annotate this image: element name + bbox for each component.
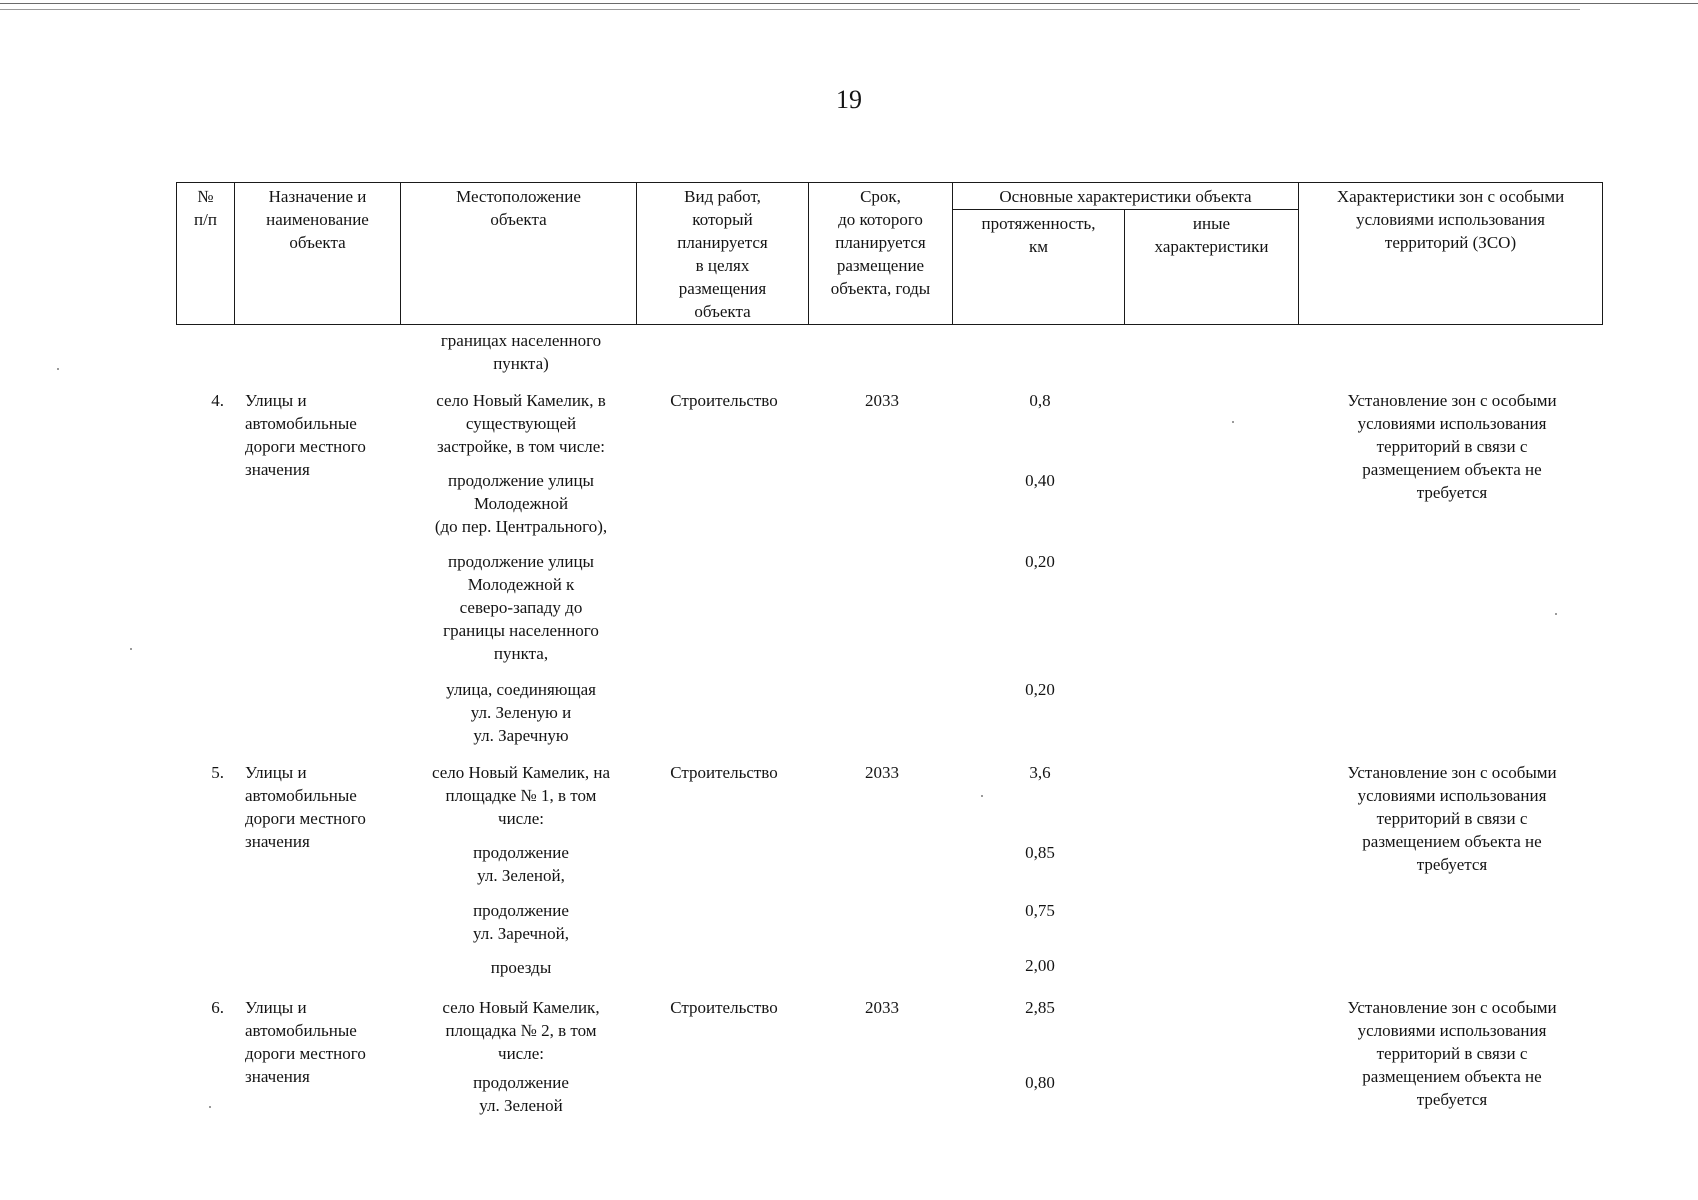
table-header [176,182,1603,325]
sub-length-km: 0,20 [1025,552,1055,571]
sub-location: улица, соединяющая ул. Зеленую и ул. Заречную [446,680,596,745]
sub-location: продолжение ул. Зеленой [473,1073,569,1115]
scan-edge-line [0,3,1698,4]
object-name: Улицы и автомобильные дороги местного значения [245,998,366,1086]
sub-length-km: 0,40 [1025,471,1055,490]
work-type: Строительство [670,998,778,1017]
header-num: № п/п [177,183,235,325]
header-other: иные характеристики [1125,210,1299,325]
term-year: 2033 [865,391,899,410]
header-main-characteristics: Основные характеристики объекта [953,183,1299,210]
term-year: 2033 [865,763,899,782]
sub-length-km: 0,75 [1025,901,1055,920]
zone-characteristics: Установление зон с особыми условиями использования территорий в связи с размещением объекта не требуется [1347,391,1557,502]
sub-location: продолжение улицы Молодежной (до пер. Центрального), [434,471,608,536]
header-length: протяженность, км [953,210,1125,325]
row-number: 5. [211,763,224,782]
row-number: 6. [211,998,224,1017]
header-location: Местоположение объекта [401,183,637,325]
length-km: 0,8 [1029,391,1051,410]
header-work: Вид работ, который планируется в целях размещения объекта [637,183,809,325]
sub-location: продолжение ул. Зеленой, [473,843,569,885]
sub-location: проезды [490,958,552,977]
object-location: село Новый Камелик, в существующей застройке, в том числе: [436,391,606,456]
sub-length-km: 0,85 [1025,843,1055,862]
header-name: Назначение и наименование объекта [235,183,401,325]
length-km: 3,6 [1029,763,1051,782]
work-type: Строительство [670,763,778,782]
sub-length-km: 2,00 [1025,956,1055,975]
scan-speck [209,1106,211,1108]
scan-edge-line [0,9,1580,10]
scan-speck [130,648,132,650]
length-km: 2,85 [1025,998,1055,1017]
header-zones: Характеристики зон с особыми условиями использования территорий (ЗСО) [1299,183,1603,325]
scan-speck [1232,421,1234,423]
page-number: 19 [836,85,862,114]
scan-speck [1555,613,1557,615]
sub-location: продолжение улицы Молодежной к северо-западу до границы населенного пункта, [443,552,599,663]
sub-location: продолжение ул. Заречной, [473,901,569,943]
zone-characteristics: Установление зон с особыми условиями использования территорий в связи с размещением объекта не требуется [1347,763,1557,874]
header-term: Срок, до которого планируется размещение объекта, годы [809,183,953,325]
sub-length-km: 0,80 [1025,1073,1055,1092]
scan-speck [57,368,59,370]
term-year: 2033 [865,998,899,1017]
sub-length-km: 0,20 [1025,680,1055,699]
row-number: 4. [211,391,224,410]
zone-characteristics: Установление зон с особыми условиями использования территорий в связи с размещением объекта не требуется [1347,998,1557,1109]
object-location: село Новый Камелик, площадка № 2, в том числе: [442,998,600,1063]
continuation-text: границах населенного пункта) [440,331,602,373]
object-name: Улицы и автомобильные дороги местного значения [245,391,366,479]
scan-speck [981,795,983,797]
object-location: село Новый Камелик, на площадке № 1, в том числе: [431,763,611,828]
object-name: Улицы и автомобильные дороги местного значения [245,763,366,851]
work-type: Строительство [670,391,778,410]
